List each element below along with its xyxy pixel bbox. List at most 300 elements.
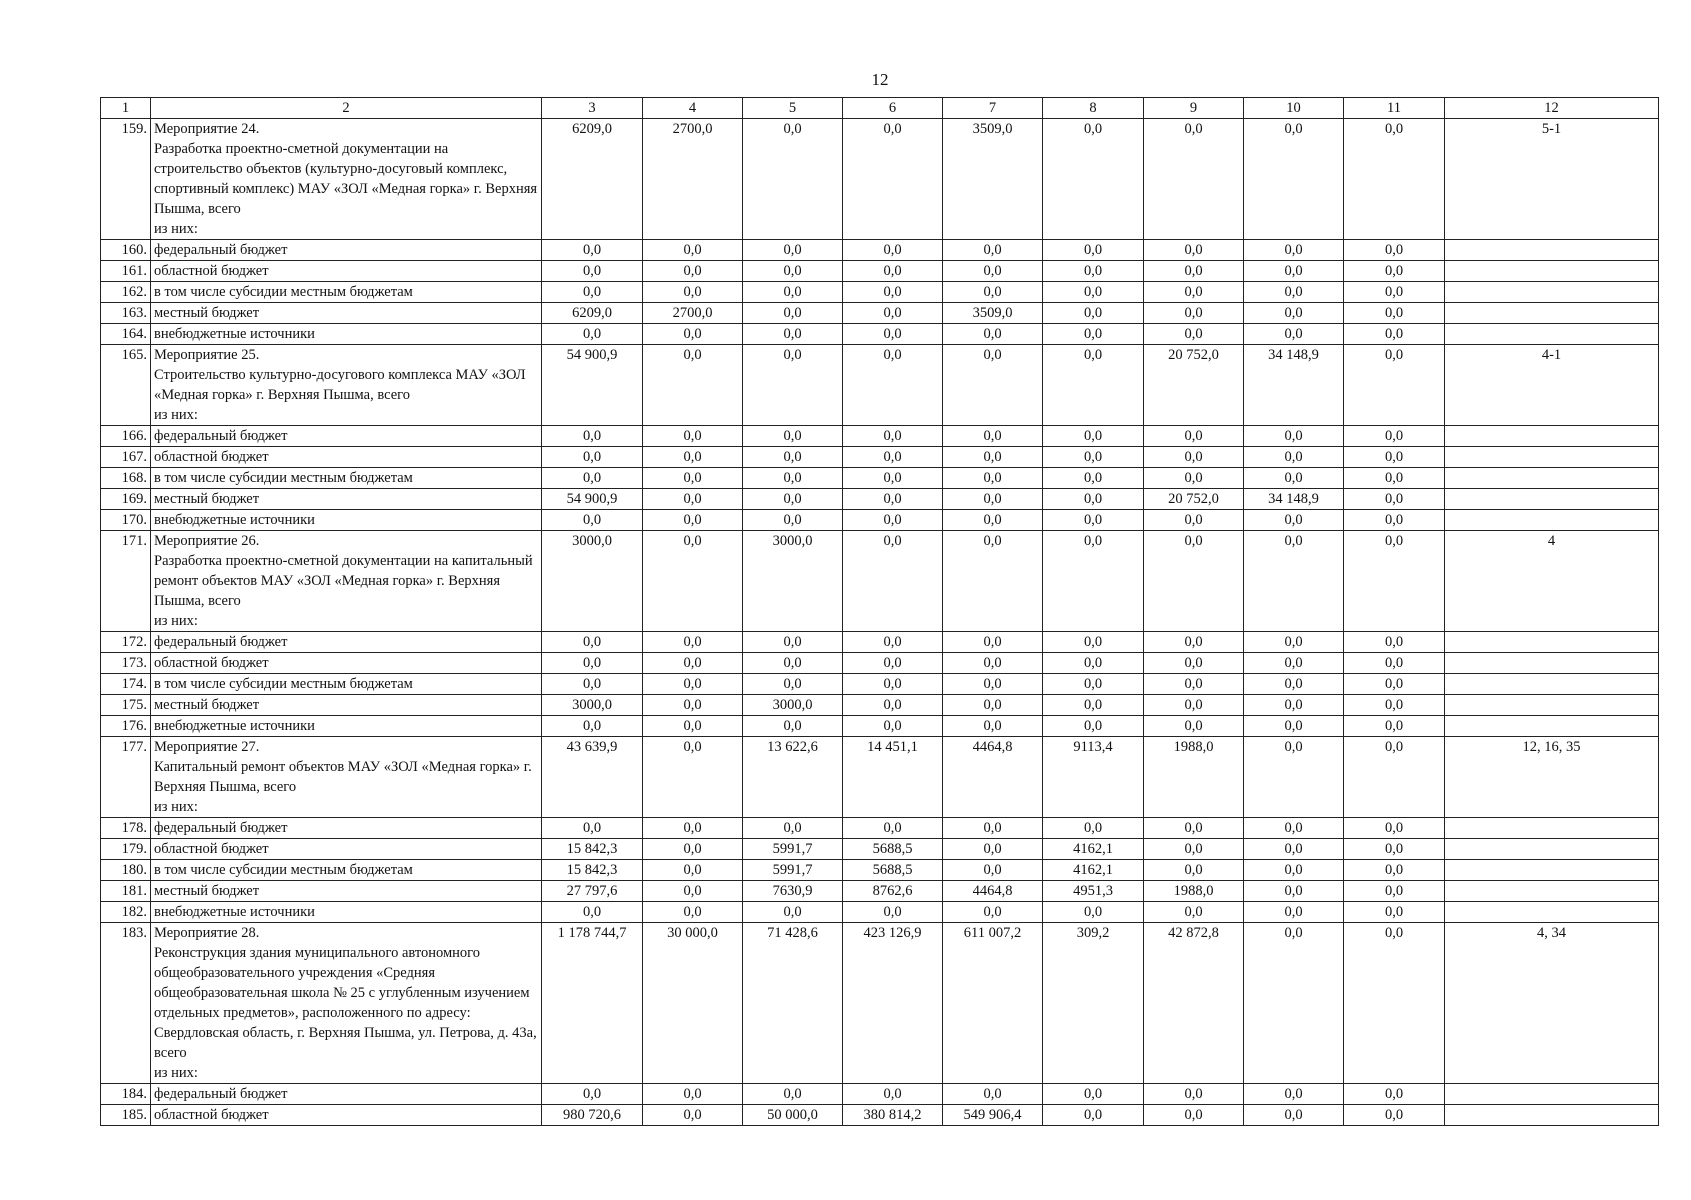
amount-cell: 0,0 (542, 632, 643, 653)
amount-cell: 14 451,1 (843, 737, 943, 818)
amount-cell: 0,0 (743, 468, 843, 489)
budget-source-name: местный бюджет (151, 489, 542, 510)
target-indicator-cell (1445, 716, 1659, 737)
budget-source-row (101, 510, 1659, 531)
amount-cell: 0,0 (743, 510, 843, 531)
column-header: 7 (943, 98, 1043, 119)
budget-source-row (101, 240, 1659, 261)
amount-cell: 0,0 (1344, 303, 1445, 324)
target-indicator-cell (1445, 240, 1659, 261)
budget-source-row (101, 1105, 1659, 1126)
amount-cell: 0,0 (1043, 426, 1144, 447)
target-indicator-cell: 4 (1445, 531, 1659, 632)
amount-cell: 0,0 (1144, 839, 1244, 860)
amount-cell: 0,0 (643, 860, 743, 881)
amount-cell: 3000,0 (743, 695, 843, 716)
amount-cell: 0,0 (542, 468, 643, 489)
amount-cell: 0,0 (843, 489, 943, 510)
amount-cell: 0,0 (843, 674, 943, 695)
amount-cell: 3509,0 (943, 303, 1043, 324)
amount-cell: 0,0 (1344, 1084, 1445, 1105)
budget-source-name: внебюджетные источники (151, 510, 542, 531)
amount-cell: 0,0 (1344, 261, 1445, 282)
amount-cell: 0,0 (743, 489, 843, 510)
amount-cell: 0,0 (1344, 839, 1445, 860)
amount-cell: 0,0 (1043, 695, 1144, 716)
amount-cell: 0,0 (1344, 818, 1445, 839)
amount-cell: 5688,5 (843, 839, 943, 860)
budget-source-row (101, 303, 1659, 324)
amount-cell: 0,0 (542, 426, 643, 447)
amount-cell: 5688,5 (843, 860, 943, 881)
amount-cell: 3000,0 (743, 531, 843, 632)
target-indicator-cell (1445, 1084, 1659, 1105)
amount-cell: 7630,9 (743, 881, 843, 902)
amount-cell: 0,0 (743, 674, 843, 695)
amount-cell: 0,0 (843, 426, 943, 447)
budget-source-row (101, 860, 1659, 881)
row-number: 182. (101, 902, 151, 923)
row-number: 170. (101, 510, 151, 531)
amount-cell: 0,0 (743, 1084, 843, 1105)
event-description: Мероприятие 24. Разработка проектно-сметной документации на строительство объектов (культурно-досуговый комплекс, спортивный комплекс) МАУ «ЗОЛ «Медная горка» г. Верхняя Пышма, всего из них: (151, 119, 542, 240)
budget-source-name: областной бюджет (151, 261, 542, 282)
amount-cell: 0,0 (643, 345, 743, 426)
column-header: 12 (1445, 98, 1659, 119)
amount-cell: 0,0 (1043, 282, 1144, 303)
budget-source-name: областной бюджет (151, 447, 542, 468)
amount-cell: 423 126,9 (843, 923, 943, 1084)
amount-cell: 0,0 (943, 489, 1043, 510)
amount-cell: 0,0 (1244, 447, 1344, 468)
amount-cell: 20 752,0 (1144, 345, 1244, 426)
amount-cell: 0,0 (1043, 902, 1144, 923)
amount-cell: 3000,0 (542, 531, 643, 632)
amount-cell: 0,0 (943, 695, 1043, 716)
column-header: 2 (151, 98, 542, 119)
amount-cell: 0,0 (743, 303, 843, 324)
amount-cell: 0,0 (1144, 716, 1244, 737)
row-number: 175. (101, 695, 151, 716)
target-indicator-cell (1445, 902, 1659, 923)
amount-cell: 0,0 (1344, 468, 1445, 489)
amount-cell: 0,0 (743, 240, 843, 261)
amount-cell: 0,0 (1244, 839, 1344, 860)
amount-cell: 0,0 (1344, 860, 1445, 881)
target-indicator-cell (1445, 447, 1659, 468)
amount-cell: 0,0 (1344, 881, 1445, 902)
amount-cell: 0,0 (943, 1084, 1043, 1105)
column-header: 10 (1244, 98, 1344, 119)
amount-cell: 0,0 (743, 324, 843, 345)
page-number: 12 (871, 70, 889, 89)
amount-cell: 0,0 (1244, 468, 1344, 489)
amount-cell: 4464,8 (943, 881, 1043, 902)
amount-cell: 13 622,6 (743, 737, 843, 818)
row-number: 185. (101, 1105, 151, 1126)
amount-cell: 0,0 (643, 632, 743, 653)
amount-cell: 0,0 (943, 510, 1043, 531)
amount-cell: 0,0 (1043, 119, 1144, 240)
amount-cell: 0,0 (943, 839, 1043, 860)
row-number: 171. (101, 531, 151, 632)
amount-cell: 0,0 (1144, 303, 1244, 324)
amount-cell: 0,0 (843, 695, 943, 716)
amount-cell: 0,0 (1244, 1084, 1344, 1105)
budget-source-row (101, 818, 1659, 839)
row-number: 159. (101, 119, 151, 240)
amount-cell: 0,0 (743, 653, 843, 674)
amount-cell: 3509,0 (943, 119, 1043, 240)
amount-cell: 0,0 (843, 119, 943, 240)
column-header: 9 (1144, 98, 1244, 119)
amount-cell: 0,0 (1244, 632, 1344, 653)
budget-source-row (101, 881, 1659, 902)
amount-cell: 0,0 (1244, 324, 1344, 345)
column-header: 1 (101, 98, 151, 119)
amount-cell: 0,0 (1244, 240, 1344, 261)
budget-source-name: внебюджетные источники (151, 716, 542, 737)
budget-source-row (101, 716, 1659, 737)
amount-cell: 0,0 (1043, 653, 1144, 674)
amount-cell: 0,0 (643, 881, 743, 902)
amount-cell: 0,0 (943, 426, 1043, 447)
amount-cell: 0,0 (743, 447, 843, 468)
amount-cell: 0,0 (1344, 923, 1445, 1084)
amount-cell: 0,0 (1144, 510, 1244, 531)
amount-cell: 0,0 (943, 860, 1043, 881)
target-indicator-cell (1445, 818, 1659, 839)
amount-cell: 0,0 (1144, 632, 1244, 653)
amount-cell: 0,0 (943, 324, 1043, 345)
amount-cell: 27 797,6 (542, 881, 643, 902)
amount-cell: 0,0 (542, 1084, 643, 1105)
amount-cell: 0,0 (1144, 324, 1244, 345)
amount-cell: 0,0 (943, 468, 1043, 489)
amount-cell: 0,0 (1144, 468, 1244, 489)
row-number: 174. (101, 674, 151, 695)
event-row (101, 531, 1659, 632)
amount-cell: 0,0 (1144, 653, 1244, 674)
amount-cell: 0,0 (1344, 902, 1445, 923)
amount-cell: 611 007,2 (943, 923, 1043, 1084)
amount-cell: 0,0 (643, 1084, 743, 1105)
amount-cell: 0,0 (843, 447, 943, 468)
amount-cell: 1988,0 (1144, 737, 1244, 818)
amount-cell: 0,0 (843, 716, 943, 737)
amount-cell: 0,0 (843, 468, 943, 489)
amount-cell: 4162,1 (1043, 860, 1144, 881)
amount-cell: 0,0 (843, 240, 943, 261)
target-indicator-cell (1445, 510, 1659, 531)
amount-cell: 0,0 (743, 716, 843, 737)
amount-cell: 0,0 (643, 902, 743, 923)
amount-cell: 0,0 (1144, 426, 1244, 447)
amount-cell: 0,0 (743, 632, 843, 653)
amount-cell: 0,0 (542, 510, 643, 531)
amount-cell: 9113,4 (1043, 737, 1144, 818)
target-indicator-cell: 5-1 (1445, 119, 1659, 240)
amount-cell: 0,0 (1144, 282, 1244, 303)
amount-cell: 0,0 (542, 282, 643, 303)
target-indicator-cell (1445, 1105, 1659, 1126)
budget-source-name: в том числе субсидии местным бюджетам (151, 282, 542, 303)
amount-cell: 0,0 (643, 282, 743, 303)
budget-source-row (101, 468, 1659, 489)
amount-cell: 0,0 (1244, 303, 1344, 324)
amount-cell: 0,0 (943, 531, 1043, 632)
target-indicator-cell (1445, 839, 1659, 860)
amount-cell: 0,0 (1244, 282, 1344, 303)
amount-cell: 0,0 (1043, 345, 1144, 426)
row-number: 184. (101, 1084, 151, 1105)
budget-source-row (101, 1084, 1659, 1105)
amount-cell: 0,0 (843, 324, 943, 345)
row-number: 172. (101, 632, 151, 653)
amount-cell: 0,0 (643, 261, 743, 282)
amount-cell: 0,0 (1344, 119, 1445, 240)
amount-cell: 0,0 (643, 468, 743, 489)
budget-source-row (101, 695, 1659, 716)
amount-cell: 0,0 (1344, 632, 1445, 653)
row-number: 178. (101, 818, 151, 839)
amount-cell: 0,0 (643, 531, 743, 632)
amount-cell: 0,0 (1043, 468, 1144, 489)
amount-cell: 380 814,2 (843, 1105, 943, 1126)
column-header: 4 (643, 98, 743, 119)
target-indicator-cell (1445, 695, 1659, 716)
amount-cell: 3000,0 (542, 695, 643, 716)
amount-cell: 0,0 (1144, 818, 1244, 839)
amount-cell: 0,0 (1043, 324, 1144, 345)
budget-source-row (101, 632, 1659, 653)
amount-cell: 0,0 (1244, 923, 1344, 1084)
amount-cell: 0,0 (542, 902, 643, 923)
amount-cell: 0,0 (1344, 653, 1445, 674)
target-indicator-cell (1445, 324, 1659, 345)
amount-cell: 0,0 (643, 674, 743, 695)
amount-cell: 5991,7 (743, 839, 843, 860)
row-number: 164. (101, 324, 151, 345)
row-number: 177. (101, 737, 151, 818)
amount-cell: 0,0 (1244, 653, 1344, 674)
amount-cell: 0,0 (1144, 261, 1244, 282)
amount-cell: 0,0 (542, 674, 643, 695)
target-indicator-cell (1445, 261, 1659, 282)
amount-cell: 0,0 (1344, 716, 1445, 737)
amount-cell: 0,0 (843, 303, 943, 324)
row-number: 167. (101, 447, 151, 468)
amount-cell: 0,0 (1244, 674, 1344, 695)
budget-source-row (101, 489, 1659, 510)
amount-cell: 0,0 (1144, 240, 1244, 261)
amount-cell: 0,0 (843, 818, 943, 839)
row-number: 173. (101, 653, 151, 674)
amount-cell: 15 842,3 (542, 860, 643, 881)
amount-cell: 1 178 744,7 (542, 923, 643, 1084)
amount-cell: 0,0 (1244, 1105, 1344, 1126)
amount-cell: 0,0 (542, 653, 643, 674)
row-number: 165. (101, 345, 151, 426)
row-number: 169. (101, 489, 151, 510)
amount-cell: 8762,6 (843, 881, 943, 902)
amount-cell: 42 872,8 (1144, 923, 1244, 1084)
amount-cell: 34 148,9 (1244, 345, 1344, 426)
amount-cell: 0,0 (1144, 902, 1244, 923)
amount-cell: 0,0 (743, 261, 843, 282)
amount-cell: 0,0 (643, 489, 743, 510)
amount-cell: 0,0 (1244, 881, 1344, 902)
amount-cell: 0,0 (542, 240, 643, 261)
amount-cell: 0,0 (1043, 489, 1144, 510)
amount-cell: 4951,3 (1043, 881, 1144, 902)
budget-source-row (101, 447, 1659, 468)
budget-source-name: в том числе субсидии местным бюджетам (151, 674, 542, 695)
amount-cell: 0,0 (1043, 240, 1144, 261)
amount-cell: 0,0 (1043, 1105, 1144, 1126)
amount-cell: 0,0 (1043, 716, 1144, 737)
amount-cell: 0,0 (1043, 447, 1144, 468)
event-row (101, 923, 1659, 1084)
amount-cell: 0,0 (643, 426, 743, 447)
row-number: 168. (101, 468, 151, 489)
row-number: 179. (101, 839, 151, 860)
event-description: Мероприятие 26. Разработка проектно-сметной документации на капитальный ремонт объектов МАУ «ЗОЛ «Медная горка» г. Верхняя Пышма, всего из них: (151, 531, 542, 632)
amount-cell: 0,0 (943, 653, 1043, 674)
amount-cell: 0,0 (943, 447, 1043, 468)
amount-cell: 0,0 (1144, 695, 1244, 716)
amount-cell: 0,0 (542, 261, 643, 282)
amount-cell: 309,2 (1043, 923, 1144, 1084)
row-number: 162. (101, 282, 151, 303)
amount-cell: 980 720,6 (542, 1105, 643, 1126)
amount-cell: 0,0 (1244, 426, 1344, 447)
amount-cell: 0,0 (843, 653, 943, 674)
amount-cell: 2700,0 (643, 303, 743, 324)
column-header: 3 (542, 98, 643, 119)
target-indicator-cell: 12, 16, 35 (1445, 737, 1659, 818)
amount-cell: 2700,0 (643, 119, 743, 240)
amount-cell: 0,0 (1043, 818, 1144, 839)
event-row (101, 737, 1659, 818)
amount-cell: 0,0 (943, 674, 1043, 695)
target-indicator-cell (1445, 653, 1659, 674)
amount-cell: 0,0 (1043, 632, 1144, 653)
amount-cell: 0,0 (643, 510, 743, 531)
amount-cell: 0,0 (1344, 674, 1445, 695)
amount-cell: 0,0 (1344, 737, 1445, 818)
amount-cell: 0,0 (843, 510, 943, 531)
column-header: 6 (843, 98, 943, 119)
amount-cell: 0,0 (1244, 119, 1344, 240)
amount-cell: 6209,0 (542, 303, 643, 324)
amount-cell: 0,0 (1244, 737, 1344, 818)
column-number-header-row (101, 98, 1659, 119)
budget-source-name: федеральный бюджет (151, 426, 542, 447)
target-indicator-cell (1445, 303, 1659, 324)
amount-cell: 0,0 (1043, 510, 1144, 531)
amount-cell: 54 900,9 (542, 345, 643, 426)
target-indicator-cell (1445, 881, 1659, 902)
amount-cell: 0,0 (1344, 426, 1445, 447)
table-body (101, 119, 1659, 1126)
budget-source-row (101, 839, 1659, 860)
amount-cell: 0,0 (1344, 240, 1445, 261)
amount-cell: 0,0 (743, 426, 843, 447)
amount-cell: 0,0 (1144, 1105, 1244, 1126)
amount-cell: 1988,0 (1144, 881, 1244, 902)
amount-cell: 0,0 (743, 902, 843, 923)
amount-cell: 0,0 (1043, 674, 1144, 695)
amount-cell: 0,0 (1043, 303, 1144, 324)
budget-source-name: федеральный бюджет (151, 1084, 542, 1105)
amount-cell: 0,0 (743, 345, 843, 426)
budget-source-row (101, 261, 1659, 282)
row-number: 183. (101, 923, 151, 1084)
amount-cell: 0,0 (542, 716, 643, 737)
amount-cell: 0,0 (1344, 282, 1445, 303)
amount-cell: 0,0 (1344, 489, 1445, 510)
amount-cell: 0,0 (843, 261, 943, 282)
amount-cell: 6209,0 (542, 119, 643, 240)
target-indicator-cell: 4-1 (1445, 345, 1659, 426)
amount-cell: 0,0 (943, 632, 1043, 653)
budget-source-name: местный бюджет (151, 881, 542, 902)
amount-cell: 0,0 (1144, 119, 1244, 240)
budget-source-name: федеральный бюджет (151, 818, 542, 839)
budget-source-row (101, 902, 1659, 923)
amount-cell: 0,0 (843, 345, 943, 426)
amount-cell: 4162,1 (1043, 839, 1144, 860)
amount-cell: 0,0 (1344, 345, 1445, 426)
amount-cell: 0,0 (943, 240, 1043, 261)
amount-cell: 0,0 (643, 1105, 743, 1126)
amount-cell: 0,0 (643, 240, 743, 261)
amount-cell: 0,0 (1344, 1105, 1445, 1126)
amount-cell: 0,0 (1244, 695, 1344, 716)
amount-cell: 0,0 (1244, 860, 1344, 881)
amount-cell: 0,0 (943, 902, 1043, 923)
budget-source-name: внебюджетные источники (151, 902, 542, 923)
amount-cell: 30 000,0 (643, 923, 743, 1084)
event-row (101, 119, 1659, 240)
row-number: 161. (101, 261, 151, 282)
budget-source-name: местный бюджет (151, 695, 542, 716)
budget-source-row (101, 653, 1659, 674)
amount-cell: 15 842,3 (542, 839, 643, 860)
amount-cell: 0,0 (643, 324, 743, 345)
event-description: Мероприятие 27. Капитальный ремонт объектов МАУ «ЗОЛ «Медная горка» г. Верхняя Пышма, всего из них: (151, 737, 542, 818)
budget-source-name: местный бюджет (151, 303, 542, 324)
column-header: 5 (743, 98, 843, 119)
budget-source-name: внебюджетные источники (151, 324, 542, 345)
event-description: Мероприятие 28. Реконструкция здания муниципального автономного общеобразовательного учреждения «Средняя общеобразовательная школа № 25 с углубленным изучением отдельных предметов», расположенного по адресу: Свердловская область, г. Верхняя Пышма, ул. Петрова, д. 43а, всего из них: (151, 923, 542, 1084)
amount-cell: 0,0 (1344, 447, 1445, 468)
budget-table (100, 97, 1659, 1126)
amount-cell: 0,0 (743, 119, 843, 240)
amount-cell: 0,0 (743, 818, 843, 839)
budget-source-row (101, 426, 1659, 447)
amount-cell: 0,0 (643, 716, 743, 737)
row-number: 163. (101, 303, 151, 324)
amount-cell: 20 752,0 (1144, 489, 1244, 510)
event-row (101, 345, 1659, 426)
amount-cell: 0,0 (643, 695, 743, 716)
amount-cell: 0,0 (843, 902, 943, 923)
target-indicator-cell (1445, 489, 1659, 510)
amount-cell: 0,0 (1144, 674, 1244, 695)
budget-source-row (101, 282, 1659, 303)
